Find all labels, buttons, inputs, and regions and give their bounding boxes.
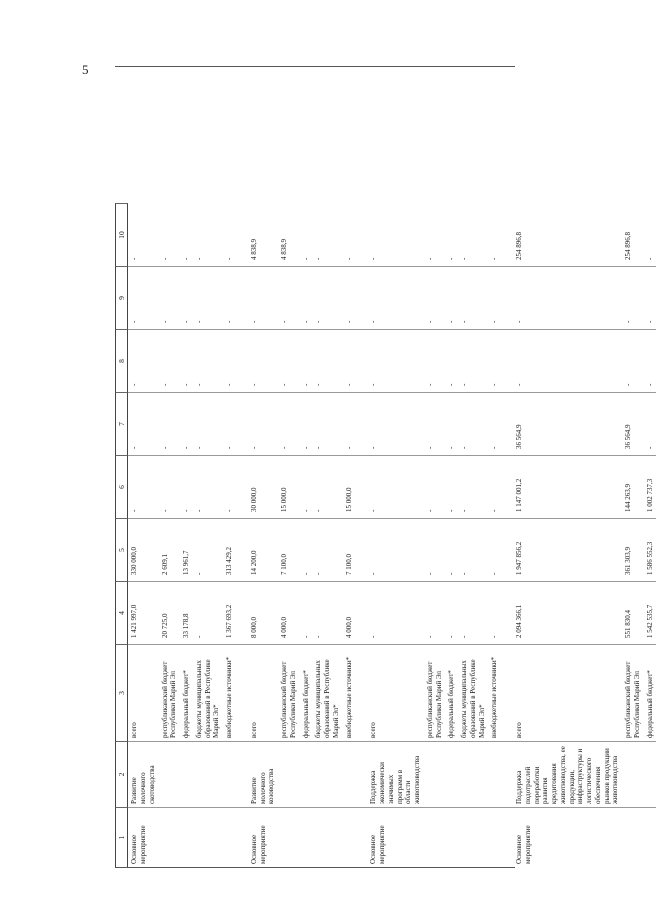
table-cell: - (193, 518, 223, 581)
table-cell: 1 002 737,3 (644, 455, 656, 518)
table-cell: - (445, 518, 458, 581)
table-cell: - (301, 257, 310, 260)
block-spacer (355, 203, 367, 266)
table-cell: - (458, 518, 488, 581)
table-cell: - (312, 266, 342, 329)
column-header-3: 3 (115, 644, 128, 741)
table-cell (159, 741, 181, 807)
block-spacer (501, 329, 513, 392)
block-spacer (355, 455, 367, 518)
table-cell: - (367, 581, 424, 644)
table-cell: - (248, 266, 278, 329)
table-cell: - (128, 455, 158, 518)
table-cell: - (193, 329, 223, 392)
table-cell: бюджеты муниципальных образований в Республике Марий Эл* (193, 644, 223, 741)
table-cell: - (513, 266, 622, 329)
table-cell: - (248, 329, 278, 392)
table-cell: внебюджетные источники* (223, 644, 236, 741)
block-spacer (355, 266, 367, 329)
table-cell: - (490, 257, 499, 260)
table-cell: - (300, 329, 313, 392)
table-cell: - (343, 392, 356, 455)
table-cell (622, 807, 644, 867)
table-cell: всего (513, 644, 622, 741)
table-cell: Основное мероприятие (128, 807, 158, 867)
column-header-10: 10 (115, 203, 128, 266)
table-cell (488, 807, 501, 867)
table-cell: - (513, 329, 622, 392)
table-cell: - (300, 392, 313, 455)
table-cell: 254 896,8 (515, 232, 524, 260)
table-cell: - (367, 392, 424, 455)
table-cell (343, 807, 356, 867)
table-cell: - (343, 266, 356, 329)
table-cell (644, 807, 656, 867)
block-spacer (355, 644, 367, 741)
table-cell (644, 741, 656, 807)
table-cell: - (488, 392, 501, 455)
block-spacer (236, 329, 248, 392)
table-cell: - (488, 518, 501, 581)
table-cell: - (180, 455, 193, 518)
table-cell: - (312, 455, 342, 518)
table-cell: - (424, 329, 446, 392)
table-cell (223, 741, 236, 807)
table-cell: - (193, 581, 223, 644)
table-cell: - (445, 455, 458, 518)
table-cell (300, 807, 313, 867)
table-cell: республиканский бюджет Республики Марий Эл (424, 644, 446, 741)
column-header-2: 2 (115, 741, 128, 807)
table-cell: - (488, 581, 501, 644)
table-cell: - (445, 392, 458, 455)
block-spacer (236, 266, 248, 329)
table-cell: - (458, 455, 488, 518)
table-cell: - (367, 455, 424, 518)
table-cell: 313 429,2 (223, 518, 236, 581)
table-cell: - (622, 329, 644, 392)
block-spacer (501, 644, 513, 741)
table-cell: 254 896,8 (624, 232, 633, 260)
table-cell: - (445, 266, 458, 329)
table-cell: - (223, 329, 236, 392)
table-cell: - (314, 257, 323, 260)
table-cell (458, 741, 488, 807)
table-cell: - (367, 266, 424, 329)
table-cell (424, 741, 446, 807)
table-cell: - (488, 455, 501, 518)
table-cell: 1 421 997,0 (128, 581, 158, 644)
table-cell: - (458, 266, 488, 329)
table-cell: республиканский бюджет Республики Марий Эл (159, 644, 181, 741)
table-cell: - (194, 257, 203, 260)
table-cell: - (424, 518, 446, 581)
table-cell: - (367, 518, 424, 581)
table-cell: Основное мероприятие (248, 807, 278, 867)
table-cell: - (225, 257, 234, 260)
table-cell: 30 000,0 (248, 455, 278, 518)
table-cell: 15 000,0 (343, 455, 356, 518)
column-header-6: 6 (115, 455, 128, 518)
table-cell (193, 741, 223, 807)
table-cell: - (458, 329, 488, 392)
table-cell: - (300, 581, 313, 644)
table-cell: - (180, 392, 193, 455)
block-spacer (236, 518, 248, 581)
table-cell: - (182, 257, 191, 260)
table-cell: 4 000,0 (278, 581, 300, 644)
table-cell: Развитие молочного скотоводства (128, 741, 158, 807)
table-cell: - (278, 392, 300, 455)
table-cell: - (344, 257, 353, 260)
rotated-page (115, 68, 654, 868)
block-spacer (501, 203, 513, 266)
table-cell: - (128, 392, 158, 455)
table-cell: 14 200,0 (248, 518, 278, 581)
table-cell: - (223, 266, 236, 329)
table-cell: 4 838,9 (280, 239, 289, 260)
table-cell: - (159, 266, 181, 329)
table-cell: - (458, 581, 488, 644)
block-spacer (355, 807, 367, 867)
table-cell: республиканский бюджет Республики Марий Эл (622, 644, 644, 741)
table-cell: - (193, 392, 223, 455)
block-spacer (501, 807, 513, 867)
table-cell: - (223, 455, 236, 518)
table-cell: - (300, 266, 313, 329)
table-cell (180, 807, 193, 867)
table-cell: 7 100,0 (343, 518, 356, 581)
table-cell: - (644, 329, 656, 392)
block-spacer (501, 455, 513, 518)
table-cell: - (644, 392, 656, 455)
table-cell: Развитие молочного козоводства (248, 741, 278, 807)
table-cell: 1 147 001,2 (513, 455, 622, 518)
table-cell: - (159, 455, 181, 518)
table-cell (300, 741, 313, 807)
table-cell (424, 807, 446, 867)
table-cell: - (312, 581, 342, 644)
table-cell: - (312, 392, 342, 455)
table-cell (278, 807, 300, 867)
table-cell (278, 741, 300, 807)
table-cell: - (312, 518, 342, 581)
table-cell: федеральный бюджет* (644, 644, 656, 741)
table-cell: Поддержка подотраслей переработки развития кредитования животноводства, ее продукции, инфраструктуры и логистического обеспечения рынков продукции животноводства (513, 741, 622, 807)
table-cell: - (424, 266, 446, 329)
block-spacer (355, 741, 367, 807)
table-cell: - (445, 329, 458, 392)
table-cell: 4 838,9 (249, 239, 258, 260)
column-header-7: 7 (115, 392, 128, 455)
table-cell: 8 000,0 (248, 581, 278, 644)
table-cell: 2 094 366,1 (513, 581, 622, 644)
table-cell: - (369, 257, 378, 260)
table-cell: - (128, 329, 158, 392)
table-cell: - (424, 581, 446, 644)
table-cell: 1 542 535,7 (644, 581, 656, 644)
table-cell: внебюджетные источники* (343, 644, 356, 741)
table-cell: 15 000,0 (278, 455, 300, 518)
block-spacer (501, 741, 513, 807)
table-cell: 1 947 856,2 (513, 518, 622, 581)
table-cell: всего (128, 644, 158, 741)
table-cell (445, 807, 458, 867)
block-spacer (236, 741, 248, 807)
table-cell: - (223, 392, 236, 455)
table-cell: 1 367 693,2 (223, 581, 236, 644)
block-spacer (501, 266, 513, 329)
table-cell: - (300, 518, 313, 581)
table-cell: - (425, 257, 434, 260)
table-cell: - (193, 266, 223, 329)
table-cell: - (460, 257, 469, 260)
table-cell: - (424, 455, 446, 518)
block-spacer (355, 518, 367, 581)
table-cell (180, 741, 193, 807)
table-cell: - (130, 257, 139, 260)
block-spacer (236, 455, 248, 518)
table-cell: 1 586 552,3 (644, 518, 656, 581)
table-cell: - (180, 266, 193, 329)
column-header-1: 1 (115, 807, 128, 867)
column-header-4: 4 (115, 581, 128, 644)
table-cell (458, 807, 488, 867)
table-cell: внебюджетные источники* (488, 644, 501, 741)
table-cell: федеральный бюджет* (300, 644, 313, 741)
table-cell: 2 609,1 (159, 518, 181, 581)
table-cell: 361 303,9 (622, 518, 644, 581)
table-cell: бюджеты муниципальных образований в Республике Марий Эл* (312, 644, 342, 741)
table-cell: Основное мероприятие (513, 807, 622, 867)
table-cell: - (343, 329, 356, 392)
table-cell: бюджеты муниципальных образований в Республике Марий Эл* (458, 644, 488, 741)
table-cell: - (312, 329, 342, 392)
table-cell: всего (367, 644, 424, 741)
table-cell: - (645, 257, 654, 260)
table-cell: - (644, 266, 656, 329)
table-cell: - (159, 392, 181, 455)
table-cell (223, 807, 236, 867)
table-cell: 144 263,9 (622, 455, 644, 518)
block-spacer (236, 807, 248, 867)
table-cell (445, 741, 458, 807)
table-cell (312, 807, 342, 867)
table-cell: Основное мероприятие (367, 807, 424, 867)
block-spacer (501, 518, 513, 581)
budget-table (115, 66, 654, 868)
table-cell (159, 807, 181, 867)
table-cell: - (278, 266, 300, 329)
table-cell: 551 830,4 (622, 581, 644, 644)
table-cell: - (424, 392, 446, 455)
table-cell (343, 741, 356, 807)
table-cell: - (367, 329, 424, 392)
table-cell: федеральный бюджет* (180, 644, 193, 741)
block-spacer (236, 581, 248, 644)
table-cell: республиканский бюджет Республики Марий Эл (278, 644, 300, 741)
table-cell (488, 741, 501, 807)
page-number: 5 (82, 62, 89, 77)
table-cell: - (447, 257, 456, 260)
table-cell: - (193, 455, 223, 518)
table-cell (312, 741, 342, 807)
table-cell: - (160, 257, 169, 260)
table-cell: - (128, 266, 158, 329)
table-cell: - (488, 329, 501, 392)
table-cell: 20 725,0 (159, 581, 181, 644)
block-spacer (355, 581, 367, 644)
table-cell: - (458, 392, 488, 455)
table-cell: - (180, 329, 193, 392)
table-cell: 33 178,8 (180, 581, 193, 644)
block-spacer (501, 392, 513, 455)
block-spacer (355, 329, 367, 392)
table-cell: - (488, 266, 501, 329)
column-header-9: 9 (115, 266, 128, 329)
table-cell: - (622, 266, 644, 329)
table-cell: - (278, 329, 300, 392)
table-cell: 7 100,0 (278, 518, 300, 581)
block-spacer (236, 644, 248, 741)
table-cell (622, 741, 644, 807)
block-spacer (236, 203, 248, 266)
block-spacer (355, 392, 367, 455)
table-cell: всего (248, 644, 278, 741)
table-cell: федеральный бюджет* (445, 644, 458, 741)
column-header-8: 8 (115, 329, 128, 392)
table-cell: - (159, 329, 181, 392)
table-cell: - (248, 392, 278, 455)
table-cell: 13 961,7 (180, 518, 193, 581)
block-spacer (501, 581, 513, 644)
column-header-5: 5 (115, 518, 128, 581)
table-cell: - (445, 581, 458, 644)
table-cell: Поддержка экономически значимых программ в области животноводства (367, 741, 424, 807)
table-cell: 36 564,9 (513, 392, 622, 455)
table-cell: 330 000,0 (128, 518, 158, 581)
table-cell: 36 564,9 (622, 392, 644, 455)
block-spacer (236, 392, 248, 455)
table-cell: 4 000,0 (343, 581, 356, 644)
table-cell (193, 807, 223, 867)
table-cell: - (300, 455, 313, 518)
